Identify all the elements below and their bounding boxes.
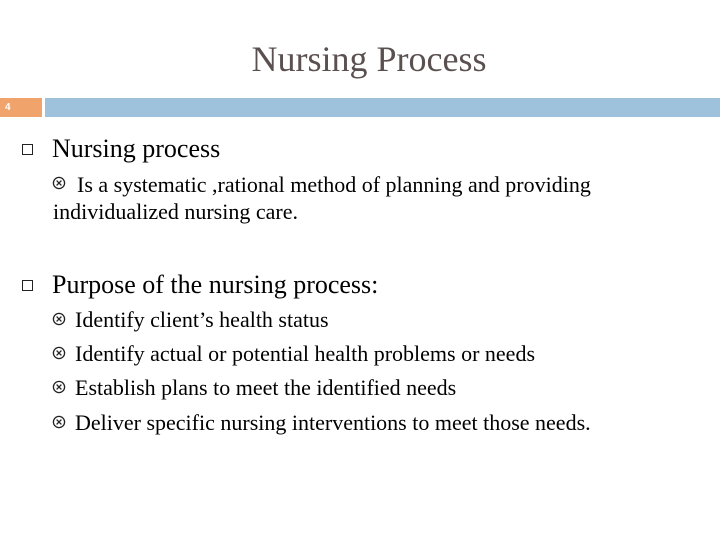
- section-heading-text: Purpose of the nursing process:: [52, 270, 379, 299]
- circle-x-bullet-icon: [52, 415, 66, 429]
- section-heading-text: Nursing process: [52, 134, 221, 163]
- bullet-purpose-text: Identify actual or potential health problems or needs: [75, 341, 536, 366]
- bullet-purpose-3: [52, 375, 456, 401]
- bullet-purpose-text: Identify client’s health status: [75, 307, 329, 332]
- bullet-definition-text: [53, 171, 591, 225]
- circle-x-bullet-icon: [52, 380, 66, 394]
- circle-x-bullet-icon: [52, 346, 66, 360]
- bullet-purpose-1: [52, 307, 329, 333]
- slide-title: Nursing Process: [251, 39, 487, 79]
- bullet-purpose-4: [52, 410, 591, 436]
- section-heading-nursing-process: [22, 134, 220, 164]
- slide-number: 4: [0, 98, 42, 117]
- circle-x-bullet-icon: [52, 312, 66, 326]
- section-heading-purpose: [22, 270, 378, 300]
- square-bullet-icon: [22, 280, 33, 291]
- bullet-purpose-text: Deliver specific nursing interventions to meet those needs.: [75, 410, 591, 435]
- header-accent-bar: [45, 98, 720, 117]
- bullet-definition-line2: individualized nursing care.: [53, 199, 298, 224]
- bullet-purpose-text: Establish plans to meet the identified needs: [75, 375, 457, 400]
- bullet-definition-line1: Is a systematic ,rational method of planning and providing: [77, 172, 591, 197]
- bullet-definition: [52, 171, 591, 225]
- circle-x-bullet-icon: [52, 176, 66, 190]
- square-bullet-icon: [22, 144, 33, 155]
- bullet-purpose-2: [52, 341, 535, 367]
